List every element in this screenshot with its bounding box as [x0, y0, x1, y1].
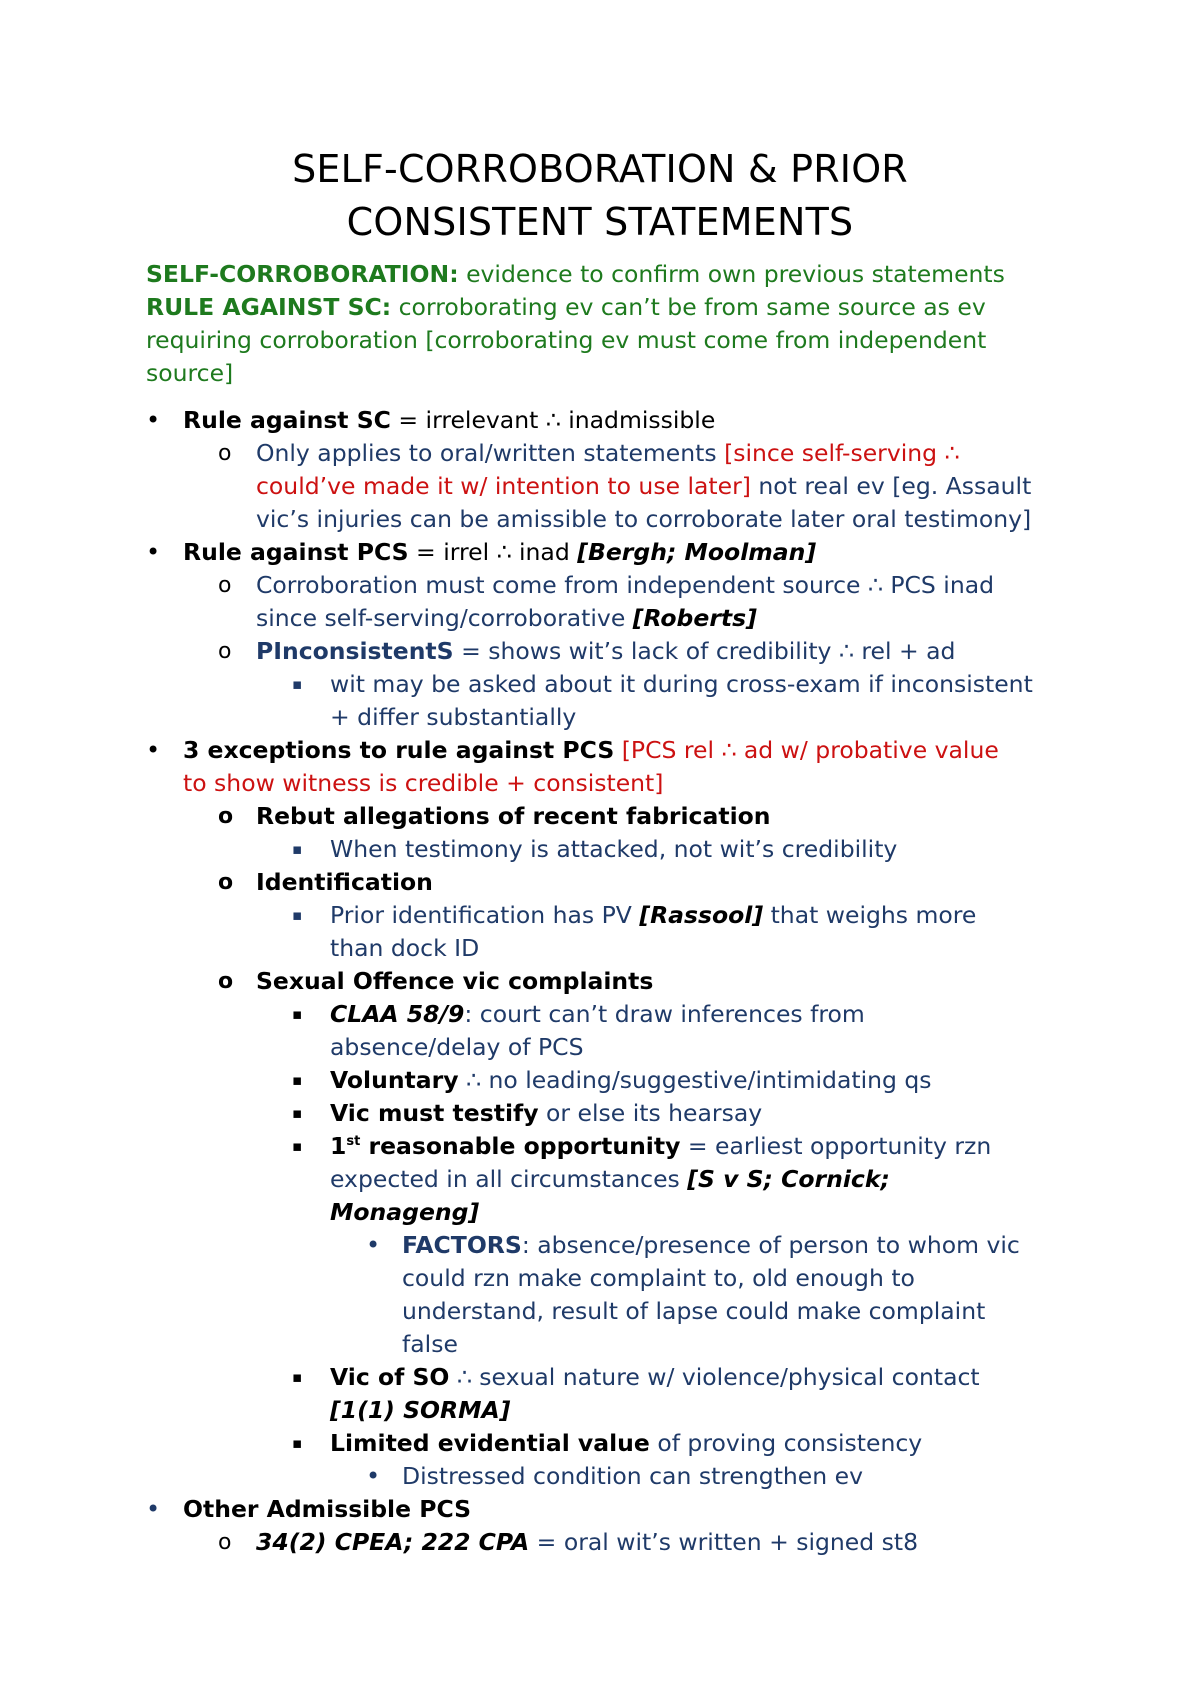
list-item-cont: absence/delay of PCS — [330, 1033, 584, 1061]
rule-definition-cont: source] — [146, 359, 234, 387]
title-line-2: CONSISTENT STATEMENTS — [346, 200, 854, 244]
list-item: ▪ Vic of SO ∴ sexual nature w/ violence/physical contact — [0, 1361, 1200, 1394]
square-bullet-icon: ▪ — [292, 1005, 303, 1023]
circle-bullet-icon: o — [218, 573, 232, 598]
circle-bullet-icon: o — [218, 969, 234, 994]
circle-bullet-icon: o — [218, 870, 234, 895]
square-bullet-icon: ▪ — [292, 1071, 303, 1089]
square-bullet-icon: ▪ — [292, 840, 303, 858]
circle-bullet-icon: o — [218, 639, 232, 664]
notes-list — [0, 404, 1200, 1559]
disc-bullet-icon: • — [366, 1231, 381, 1259]
list-item-cont: could’ve made it w/ intention to use later] not real ev [eg. Assault — [256, 472, 1032, 500]
rule-definition-cont: requiring corroboration [corroborating ev must come from independent — [146, 326, 987, 354]
list-item: ▪ 1st reasonable opportunity = earliest opportunity rzn — [0, 1130, 1200, 1163]
intro-definitions — [146, 258, 1066, 390]
square-bullet-icon: ▪ — [292, 906, 303, 924]
list-item: ▪ wit may be asked about it during cross-exam if inconsistent — [0, 668, 1200, 701]
list-item: • Rule against SC = irrelevant ∴ inadmissible — [0, 404, 1200, 437]
list-item-cont: false — [402, 1330, 458, 1358]
square-bullet-icon: ▪ — [292, 1434, 303, 1452]
circle-bullet-icon: o — [218, 804, 234, 829]
list-item: o Only applies to oral/written statements [since self-serving ∴ — [0, 437, 1200, 470]
list-item: o Corroboration must come from independent source ∴ PCS inad — [0, 569, 1200, 602]
list-item-cont: than dock ID — [330, 934, 480, 962]
list-item: • Distressed condition can strengthen ev — [0, 1460, 1200, 1493]
disc-bullet-icon: • — [146, 406, 161, 434]
disc-bullet-icon: • — [366, 1462, 381, 1490]
list-item: o Identification — [0, 866, 1200, 899]
list-item: ▪ When testimony is attacked, not wit’s credibility — [0, 833, 1200, 866]
list-item-cont: expected in all circumstances [S v S; Cornick; — [330, 1165, 890, 1193]
list-item-cont: [1(1) SORMA] — [330, 1396, 511, 1424]
list-item: • Other Admissible PCS — [0, 1493, 1200, 1526]
rule-definition: RULE AGAINST SC: corroborating ev can’t be from same source as ev — [146, 293, 986, 321]
list-item: o PInconsistentS = shows wit’s lack of credibility ∴ rel + ad — [0, 635, 1200, 668]
list-item: ▪ Voluntary ∴ no leading/suggestive/intimidating qs — [0, 1064, 1200, 1097]
square-bullet-icon: ▪ — [292, 675, 303, 693]
circle-bullet-icon: o — [218, 441, 232, 466]
list-item: ▪ CLAA 58/9: court can’t draw inferences from — [0, 998, 1200, 1031]
list-item: • FACTORS: absence/presence of person to whom vic — [0, 1229, 1200, 1262]
list-item: ▪ Vic must testify or else its hearsay — [0, 1097, 1200, 1130]
square-bullet-icon: ▪ — [292, 1104, 303, 1122]
title-line-1: SELF-CORROBORATION & PRIOR — [292, 147, 908, 191]
square-bullet-icon: ▪ — [292, 1137, 303, 1155]
sc-definition: SELF-CORROBORATION: evidence to confirm own previous statements — [146, 260, 1005, 288]
disc-bullet-icon: • — [146, 1495, 161, 1523]
list-item-cont: + differ substantially — [330, 703, 577, 731]
list-item: • Rule against PCS = irrel ∴ inad [Bergh; Moolman] — [0, 536, 1200, 569]
list-item: • 3 exceptions to rule against PCS [PCS rel ∴ ad w/ probative value — [0, 734, 1200, 767]
list-item-cont: could rzn make complaint to, old enough to — [402, 1264, 915, 1292]
list-item: o Sexual Offence vic complaints — [0, 965, 1200, 998]
disc-bullet-icon: • — [146, 736, 161, 764]
list-item: ▪ Limited evidential value of proving consistency — [0, 1427, 1200, 1460]
circle-bullet-icon: o — [218, 1530, 232, 1555]
list-item-cont: understand, result of lapse could make complaint — [402, 1297, 986, 1325]
list-item: o 34(2) CPEA; 222 CPA = oral wit’s written + signed st8 — [0, 1526, 1200, 1559]
list-item-cont: vic’s injuries can be amissible to corroborate later oral testimony] — [256, 505, 1032, 533]
list-item: ▪ Prior identification has PV [Rassool] that weighs more — [0, 899, 1200, 932]
list-item-cont: to show witness is credible + consistent] — [183, 769, 664, 797]
disc-bullet-icon: • — [146, 538, 161, 566]
list-item-cont: Monageng] — [330, 1198, 480, 1226]
list-item-cont: since self-serving/corroborative [Roberts] — [256, 604, 757, 632]
list-item: o Rebut allegations of recent fabrication — [0, 800, 1200, 833]
square-bullet-icon: ▪ — [292, 1368, 303, 1386]
